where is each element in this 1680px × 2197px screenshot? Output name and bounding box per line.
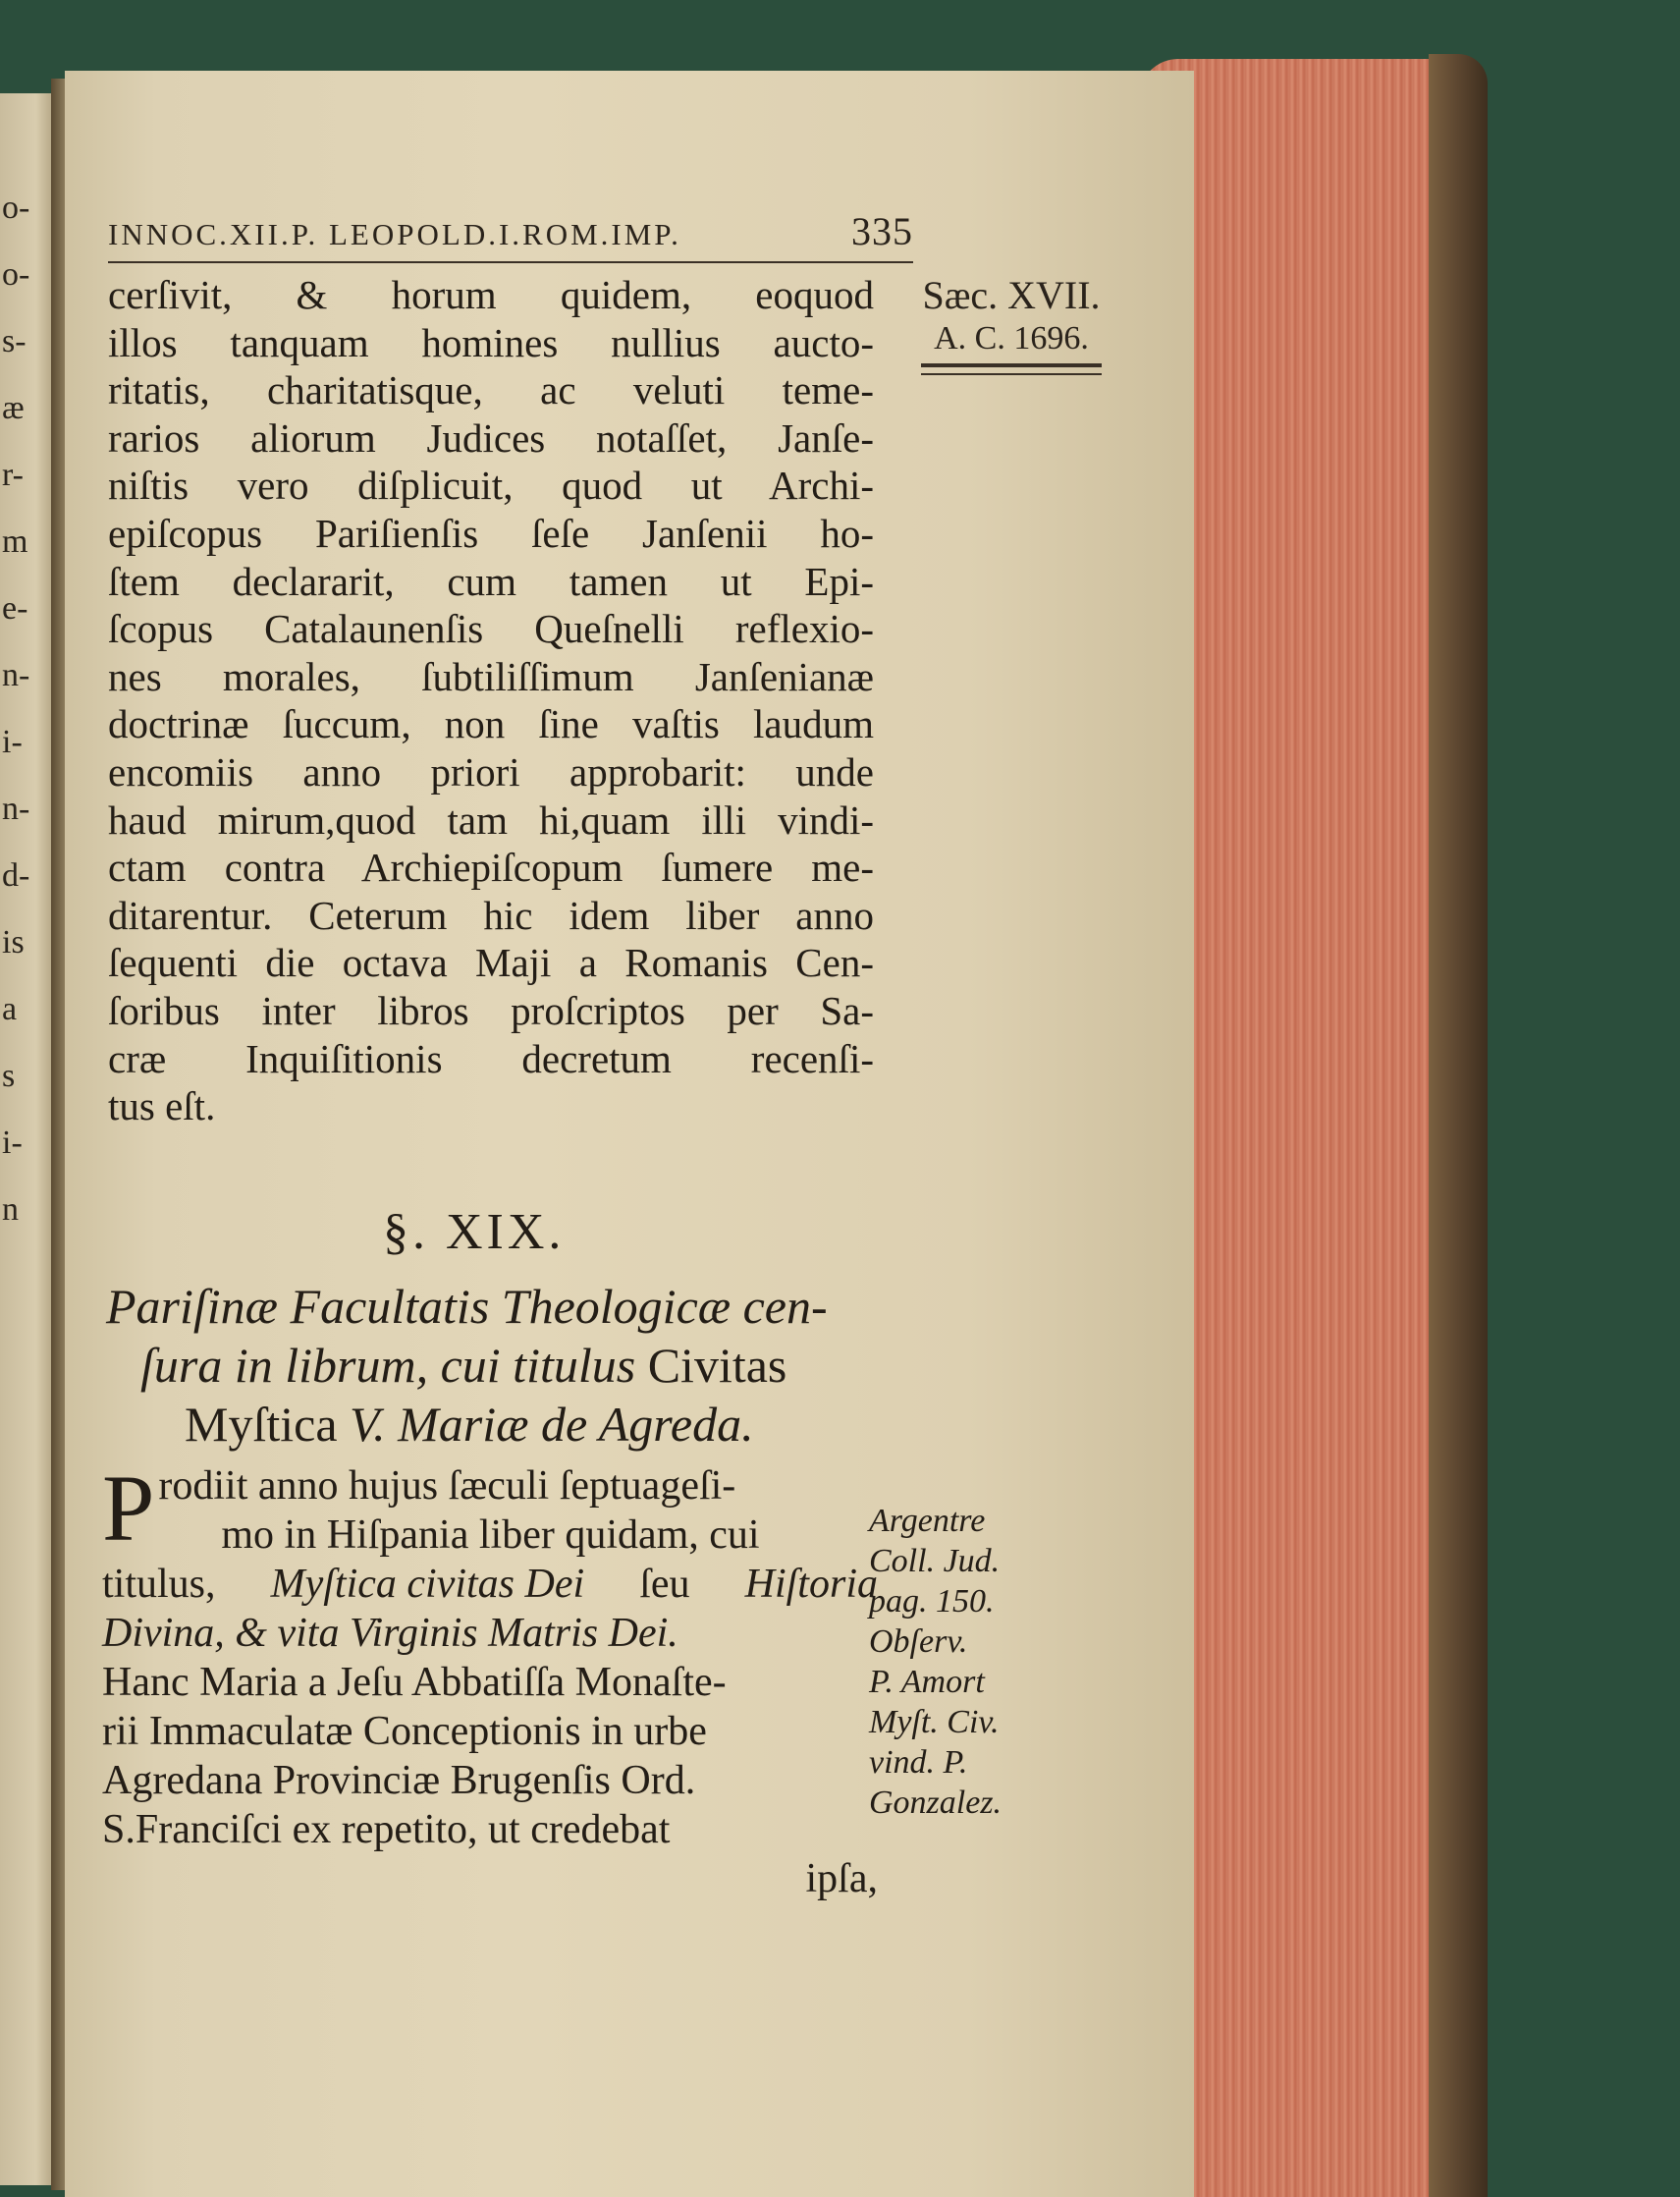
running-header bbox=[108, 208, 913, 254]
p1-line: cræ Inquiſitionis decretum recenſi- bbox=[108, 1035, 874, 1081]
facing-page-fragment: s- bbox=[2, 323, 27, 359]
facing-page-fragment: s bbox=[2, 1058, 16, 1094]
p2-line-4 bbox=[102, 1609, 878, 1658]
page-number: 335 bbox=[851, 209, 913, 253]
marginal-reference-line: Argentre bbox=[869, 1503, 986, 1539]
p1-line: haud mirum,quod tam hi,quam illi vindi- bbox=[108, 796, 874, 843]
p1-line: rarios aliorum Judices notaſſet, Janſe- bbox=[108, 414, 874, 461]
p2-line-3a: titulus, bbox=[102, 1562, 216, 1607]
p2-line-1-text: rodiit anno hujus ſæculi ſeptuageſi- bbox=[158, 1463, 736, 1509]
book-cover-edge bbox=[1429, 54, 1488, 2197]
facing-page-fragment: a bbox=[2, 991, 18, 1027]
p2-line-3d: Hiſtoria bbox=[744, 1562, 878, 1607]
facing-page-fragment: n- bbox=[2, 791, 30, 827]
p2-line-2-text: mo in Hiſpania liber quidam, cui bbox=[221, 1512, 760, 1558]
p2-line-1 bbox=[158, 1461, 878, 1510]
section-number: §. XIX. bbox=[383, 1204, 566, 1260]
p2-line-7 bbox=[102, 1756, 878, 1805]
facing-page-fragment: is bbox=[2, 924, 25, 961]
facing-page-fragment: r- bbox=[2, 457, 24, 493]
marginal-reference-line: Obſerv. bbox=[869, 1623, 968, 1660]
p1-line: ſcopus Catalaunenſis Queſnelli reflexio- bbox=[108, 606, 874, 652]
p2-line-6 bbox=[102, 1707, 878, 1756]
drop-cap: P bbox=[102, 1456, 155, 1561]
p1-line: cerſivit, & horum quidem, eoquod bbox=[108, 272, 874, 317]
running-title: INNOC.XII.P. LEOPOLD.I.ROM.IMP. bbox=[108, 217, 681, 251]
p2-line-8-text: S.Franciſci ex repetito, ut credebat bbox=[102, 1807, 671, 1852]
facing-page-fragment: o- bbox=[2, 190, 30, 226]
facing-page-fragment: æ bbox=[2, 390, 25, 426]
section-title bbox=[106, 1277, 911, 1454]
p1-line: ſoribus inter libros proſcriptos per Sa- bbox=[108, 987, 874, 1033]
p1-line: doctrinæ ſuccum, non ſine vaſtis laudum bbox=[108, 701, 874, 747]
p1-line: ſequenti die octava Maji a Romanis Cen- bbox=[108, 940, 874, 986]
p2-line-3b: Myſtica civitas Dei bbox=[270, 1562, 585, 1607]
p1-line: tus eſt. bbox=[108, 1083, 216, 1129]
section-title-line-1: Pariſinæ Facultatis Theologicæ cen- bbox=[106, 1279, 828, 1334]
facing-page-fragment: i- bbox=[2, 724, 23, 760]
p2-line-5 bbox=[102, 1658, 878, 1707]
p2-line-6-text: rii Immaculatæ Conceptionis in urbe bbox=[102, 1709, 707, 1754]
p1-line: illos tanquam homines nullius aucto- bbox=[108, 319, 874, 365]
header-rule bbox=[108, 261, 913, 263]
marginal-reference-line: pag. 150. bbox=[869, 1583, 995, 1620]
margin-rule-thin bbox=[921, 373, 1102, 375]
p1-line: niſtis vero diſplicuit, quod ut Archi- bbox=[108, 463, 874, 509]
section-title-line-3-italic: V. Mariæ de Agreda. bbox=[350, 1397, 754, 1452]
p2-line-3c: ſeu bbox=[639, 1562, 690, 1607]
marginal-references bbox=[869, 1501, 1095, 1823]
facing-page-fragment: o- bbox=[2, 256, 30, 293]
marginal-reference-line: P. Amort bbox=[869, 1664, 985, 1700]
p2-line-9 bbox=[102, 1854, 878, 1903]
paragraph-2 bbox=[102, 1456, 878, 1903]
section-title-line-3-roman: Myſtica bbox=[185, 1397, 338, 1452]
marginal-reference-line: Myſt. Civ. bbox=[869, 1704, 1000, 1740]
facing-page-fragment: e- bbox=[2, 590, 28, 627]
p2-line-8 bbox=[102, 1805, 878, 1854]
facing-page-fragment: d- bbox=[2, 857, 30, 894]
margin-century: Sæc. XVII. bbox=[922, 273, 1101, 317]
facing-page-fragment: n- bbox=[2, 657, 30, 693]
marginal-reference-line: Gonzalez. bbox=[869, 1785, 1003, 1821]
p1-line: ctam contra Archiepiſcopum ſumere me- bbox=[108, 845, 874, 891]
marginal-reference-line: Coll. Jud. bbox=[869, 1543, 1001, 1579]
facing-page-fragment: m bbox=[2, 523, 28, 560]
p1-line: ditarentur. Ceterum hic idem liber anno bbox=[108, 892, 874, 938]
p2-line-2 bbox=[158, 1510, 878, 1560]
section-title-line-2-italic: ſura in librum, cui titulus bbox=[140, 1338, 636, 1393]
section-title-line-3 bbox=[106, 1395, 911, 1454]
margin-rule-thick bbox=[921, 363, 1102, 367]
p1-line: encomiis anno priori approbarit: unde bbox=[108, 748, 874, 795]
p2-line-9-text: ipſa, bbox=[805, 1856, 878, 1901]
section-title-line-2-roman: Civitas bbox=[647, 1338, 787, 1393]
margin-date-note bbox=[913, 273, 1110, 375]
p2-line-3 bbox=[102, 1560, 878, 1609]
p2-line-4-text: Divina, & vita Virginis Matris Dei. bbox=[102, 1611, 678, 1656]
facing-page-fragment: i- bbox=[2, 1125, 23, 1161]
p2-line-7-text: Agredana Provinciæ Brugenſis Ord. bbox=[102, 1758, 696, 1803]
marginal-reference-line: vind. P. bbox=[869, 1744, 968, 1781]
section-title-line-2 bbox=[106, 1336, 911, 1395]
p1-line: nes morales, ſubtiliſſimum Janſenianæ bbox=[108, 653, 874, 699]
p1-line: epiſcopus Pariſienſis ſeſe Janſenii ho- bbox=[108, 510, 874, 556]
margin-year: A. C. 1696. bbox=[934, 320, 1089, 357]
paragraph-1 bbox=[108, 271, 874, 1130]
p1-line: ſtem declararit, cum tamen ut Epi- bbox=[108, 558, 874, 604]
p2-line-5-text: Hanc Maria a Jeſu Abbatiſſa Monaſte- bbox=[102, 1660, 727, 1705]
p1-line: ritatis, charitatisque, ac veluti teme- bbox=[108, 367, 874, 413]
facing-page-fragment: n bbox=[2, 1191, 19, 1228]
